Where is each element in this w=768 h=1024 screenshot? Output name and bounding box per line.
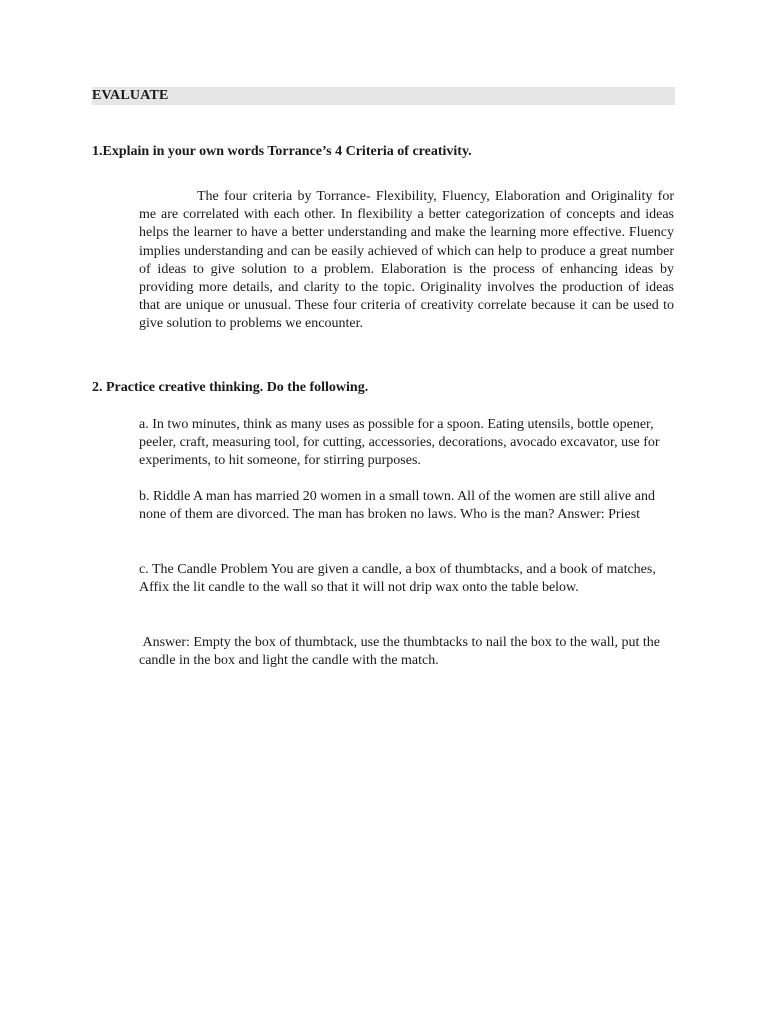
question-2-item-b: b. Riddle A man has married 20 women in a small town. All of the women are still alive and none of them are divorced. The man has broken no laws. Who is the man? Answer: Priest <box>139 489 655 523</box>
question-2-item-c: c. The Candle Problem You are given a candle, a box of thumbtacks, and a book of matches, Affix the lit candle to the wall so that it will not drip wax onto the table below. <box>139 562 656 596</box>
question-2-item-a: a. In two minutes, think as many uses as possible for a spoon. Eating utensils, bottle opener, peeler, craft, measuring tool, for cutting, accessories, decorations, avocado excavator, use for experiments, to hit someone, for stirring purposes. <box>139 417 660 469</box>
question-1-heading: 1.Explain in your own words Torrance’s 4 Criteria of creativity. <box>92 144 472 159</box>
section-title: EVALUATE <box>92 87 675 105</box>
question-2-heading: 2. Practice creative thinking. Do the following. <box>92 380 369 395</box>
question-2-item-c-answer: Answer: Empty the box of thumbtack, use the thumbtacks to nail the box to the wall, put the candle in the box and light the candle with the match. <box>139 635 664 669</box>
question-1-answer: The four criteria by Torrance- Flexibility, Fluency, Elaboration and Originality for me are correlated with each other. In flexibility a better categorization of concepts and ideas helps the learner to have a better understanding and make the learning more effective. Fluency implies understanding and can be easily achieved of which can help to produce a great number of ideas to give solution to a problem. Elaboration is the process of enhancing ideas by providing more details, and clarity to the topic. Originality involves the production of ideas that are unique or unusual. These four criteria of creativity correlate because it can be used to give solution to problems we encounter. <box>139 189 674 332</box>
